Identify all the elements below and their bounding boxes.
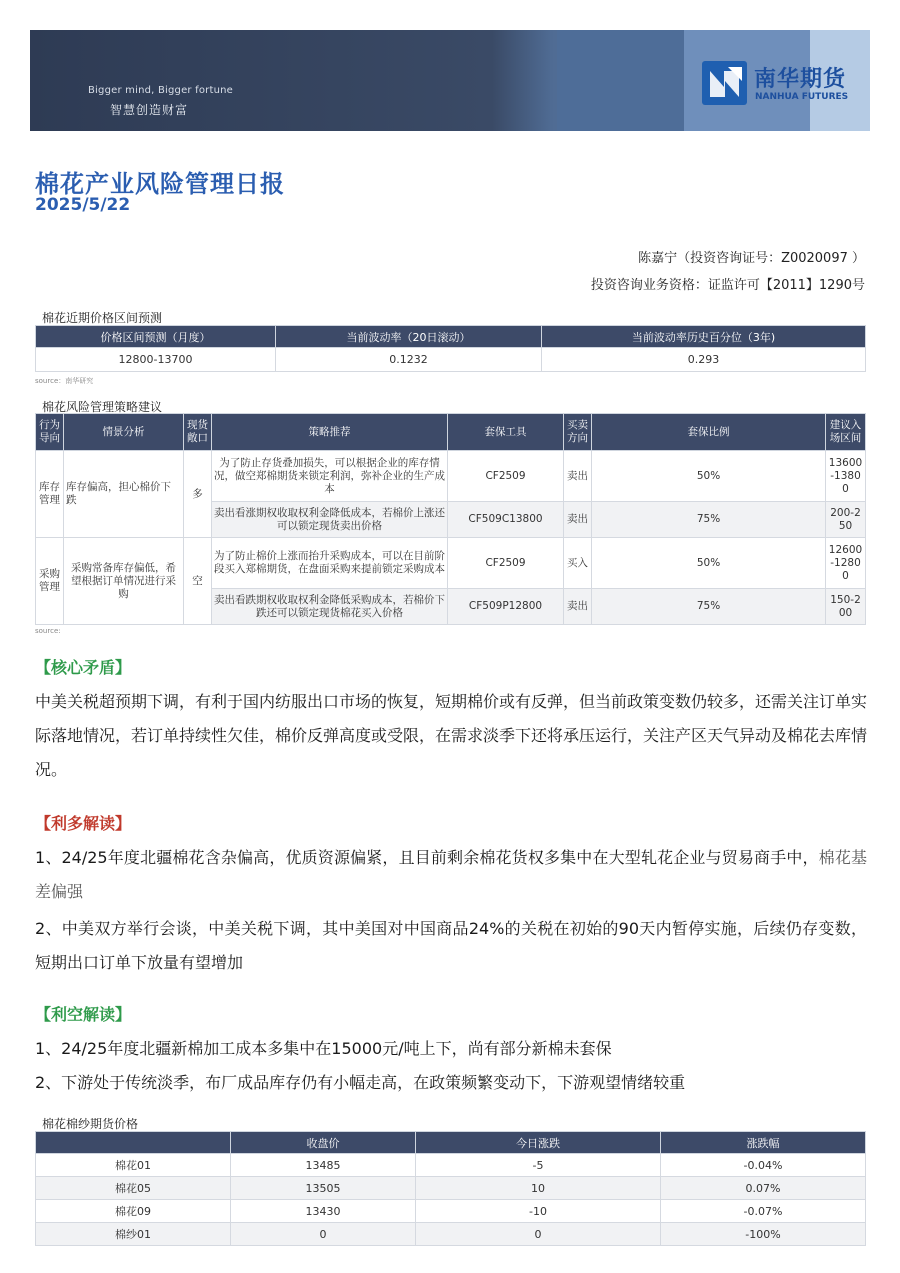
bearish-item-2: 2、下游处于传统淡季，布厂成品库存仍有小幅走高，在政策频繁变动下，下游观望情绪较重: [35, 1073, 686, 1092]
table-cell: 0.07%: [661, 1177, 866, 1200]
table-header: [36, 1132, 231, 1154]
orientation-cell: 库存管理: [36, 451, 64, 538]
table-row: [36, 1154, 866, 1177]
report-date: 2025/5/22: [35, 195, 131, 215]
ratio-cell: 75%: [592, 589, 826, 625]
source-note: source:: [35, 627, 61, 635]
report-title: 棉花产业风险管理日报: [35, 170, 285, 198]
strategy-table: [35, 413, 866, 625]
strategy-cell: 卖出看跌期权收取权利金降低采购成本，若棉价下跌还可以锁定现货棉花买入价格: [212, 589, 448, 625]
slogan-english: Bigger mind, Bigger fortune: [88, 85, 234, 96]
table-header: 策略推荐: [212, 414, 448, 451]
tool-cell: CF2509: [448, 538, 564, 589]
logo-mark-icon: [702, 61, 747, 105]
bullish-item-text: 2、中美双方举行会谈，中美关税下调，其中美国对中国商品24%的关税在初始的90天内暂停实施，后续仍存变数，短期出口订单下放量有望增加: [35, 919, 867, 972]
direction-cell: 卖出: [564, 502, 592, 538]
bullish-item-1: [35, 841, 867, 909]
table-cell: 棉花09: [36, 1200, 231, 1223]
futures-caption: 棉花棉纱期货价格: [42, 1117, 139, 1131]
table-header: 当前波动率（20日滚动）: [276, 326, 542, 348]
bearish-heading: 【利空解读】: [35, 1005, 132, 1024]
table-cell: -100%: [661, 1223, 866, 1246]
table-header: 现货敞口: [184, 414, 212, 451]
bullish-item-tail: 棉花基差偏强: [35, 848, 867, 901]
table-cell: 12800-13700: [36, 348, 276, 372]
table-header: 情景分析: [64, 414, 184, 451]
table-cell: 0: [231, 1223, 416, 1246]
range-cell: 150-200: [826, 589, 866, 625]
bullish-item-2: [35, 912, 867, 980]
strategy-cell: 为了防止棉价上涨而抬升采购成本，可以在目前阶段买入郑棉期货，在盘面采购来提前锁定采购成本: [212, 538, 448, 589]
table-header: 建议入场区间: [826, 414, 866, 451]
table-row: [36, 1223, 866, 1246]
range-cell: 12600-12800: [826, 538, 866, 589]
futures-table: [35, 1131, 866, 1246]
table-row: [36, 538, 866, 589]
table-cell: 13430: [231, 1200, 416, 1223]
table-cell: 棉纱01: [36, 1223, 231, 1246]
strategy-caption: 棉花风险管理策略建议: [42, 400, 163, 414]
table-cell: 13485: [231, 1154, 416, 1177]
table-header: 行为导向: [36, 414, 64, 451]
core-text: 中美关税超预期下调，有利于国内纺服出口市场的恢复，短期棉价或有反弹，但当前政策变数仍较多，还需关注订单实际落地情况，若订单持续性欠佳，棉价反弹高度或受限，在需求淡季下还将承压运行，关注产区天气异动及棉花去库情况。: [35, 692, 868, 779]
table-row: [36, 451, 866, 502]
table-row: [36, 1200, 866, 1223]
table-cell: 棉花01: [36, 1154, 231, 1177]
table-cell: 10: [416, 1177, 661, 1200]
strategy-cell: 为了防止存货叠加损失，可以根据企业的库存情况，做空郑棉期货来锁定利润，弥补企业的生产成本: [212, 451, 448, 502]
report-license: 投资咨询业务资格：证监许可【2011】1290号: [590, 278, 865, 293]
table-cell: -0.07%: [661, 1200, 866, 1223]
table-header: 买卖方向: [564, 414, 592, 451]
table-header: 当前波动率历史百分位（3年): [542, 326, 866, 348]
table-cell: 0.1232: [276, 348, 542, 372]
table-row: [36, 1177, 866, 1200]
table-row: [36, 348, 866, 372]
logo-name-english: NANHUA FUTURES: [755, 92, 849, 102]
slogan-chinese: 智慧创造财富: [110, 103, 189, 117]
header-banner: [30, 30, 870, 131]
orientation-cell: 采购管理: [36, 538, 64, 625]
table-cell: 0.293: [542, 348, 866, 372]
bullish-item-text: 1、24/25年度北疆棉花含杂偏高，优质资源偏紧，且目前剩余棉花货权多集中在大型轧花企业与贸易商手中，: [35, 848, 819, 867]
direction-cell: 卖出: [564, 451, 592, 502]
table-header: 价格区间预测（月度）: [36, 326, 276, 348]
table-cell: -5: [416, 1154, 661, 1177]
bullish-heading: 【利多解读】: [35, 814, 132, 833]
price-forecast-caption: 棉花近期价格区间预测: [42, 311, 163, 325]
exposure-cell: 多: [184, 451, 212, 538]
price-forecast-table: [35, 325, 866, 372]
range-cell: 200-250: [826, 502, 866, 538]
table-cell: 13505: [231, 1177, 416, 1200]
table-cell: 棉花05: [36, 1177, 231, 1200]
ratio-cell: 75%: [592, 502, 826, 538]
strategy-cell: 卖出看涨期权收取权利金降低成本，若棉价上涨还可以锁定现货卖出价格: [212, 502, 448, 538]
scenario-cell: 库存偏高，担心棉价下跌: [64, 451, 184, 538]
tool-cell: CF509P12800: [448, 589, 564, 625]
table-header: 套保工具: [448, 414, 564, 451]
source-note: source：南华研究: [35, 377, 94, 385]
company-logo: [702, 58, 862, 108]
direction-cell: 买入: [564, 538, 592, 589]
scenario-cell: 采购常备库存偏低，希望根据订单情况进行采购: [64, 538, 184, 625]
table-header: 涨跌幅: [661, 1132, 866, 1154]
direction-cell: 卖出: [564, 589, 592, 625]
ratio-cell: 50%: [592, 538, 826, 589]
ratio-cell: 50%: [592, 451, 826, 502]
table-header: 套保比例: [592, 414, 826, 451]
range-cell: 13600-13800: [826, 451, 866, 502]
table-cell: 0: [416, 1223, 661, 1246]
exposure-cell: 空: [184, 538, 212, 625]
bearish-item-1: 1、24/25年度北疆新棉加工成本多集中在15000元/吨上下，尚有部分新棉未套保: [35, 1039, 612, 1058]
table-cell: -0.04%: [661, 1154, 866, 1177]
tool-cell: CF509C13800: [448, 502, 564, 538]
core-heading: 【核心矛盾】: [35, 658, 132, 677]
report-author: 陈嘉宁（投资咨询证号：Z0020097 ）: [638, 251, 865, 266]
logo-name-chinese: 南华期货: [754, 67, 847, 92]
table-header: 今日涨跌: [416, 1132, 661, 1154]
table-cell: -10: [416, 1200, 661, 1223]
tool-cell: CF2509: [448, 451, 564, 502]
banner-block: [557, 30, 684, 131]
table-header: 收盘价: [231, 1132, 416, 1154]
